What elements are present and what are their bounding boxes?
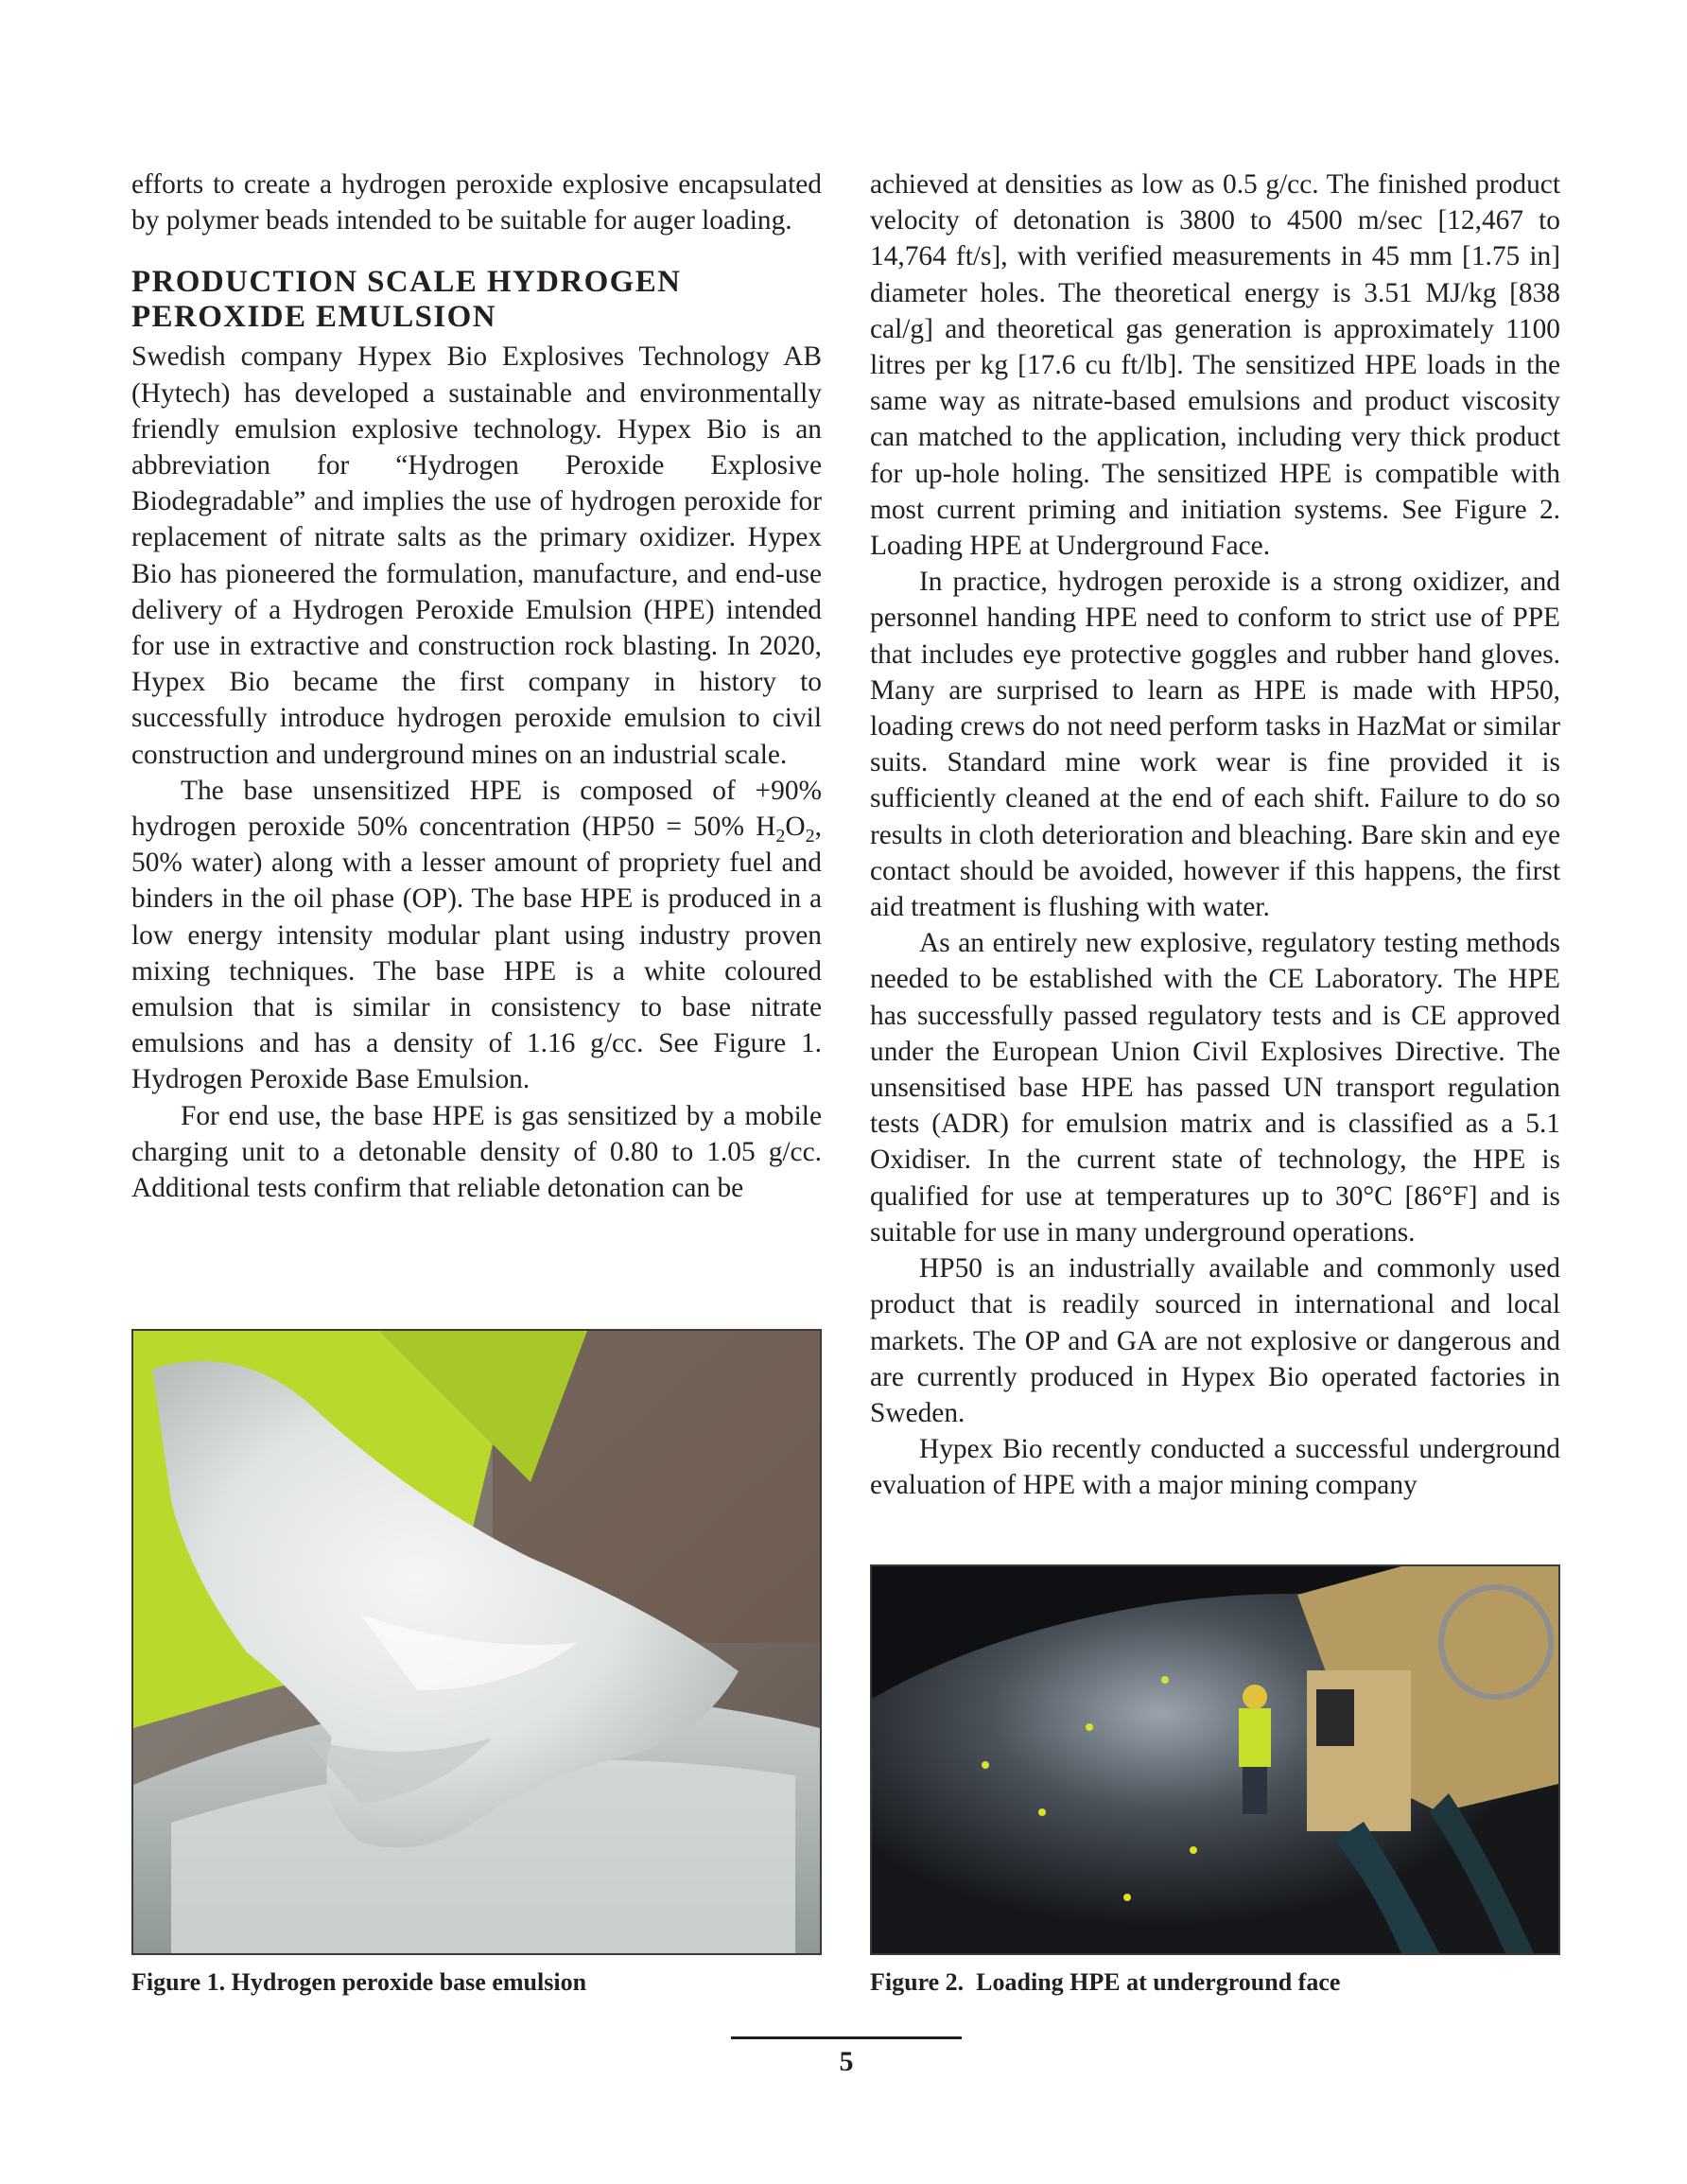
paragraph-detonation-properties: achieved at densities as low as 0.5 g/cc. The finished product velocity of detonation is 3800 to 4500 m/sec [12,467 to 14,764 ft/s], with verified measurements in 45 mm [1.75 in] diameter holes. The theoretical energy is 3.51 MJ/kg [838 cal/g] and theoretical gas generation is approximately 1100 litres per kg [17.6 cu ft/lb]. The sensitized HPE loads in the same way as nitrate-based emulsions and product viscosity can matched to the application, including very thick product for up-hole holing. The sensitized HPE is compatible with most current priming and initiation systems. See Figure 2. Loading HPE at Underground Face.	[870, 169, 1560, 562]
text-run: The base unsensitized HPE is composed of +90% hydrogen peroxide 50% concentration (HP50 = 50% H	[131, 775, 822, 843]
paragraph-hypex-bio: Swedish company Hypex Bio Explosives Technology AB (Hytech) has developed a sustainable and environmentally friendly emulsion explosive technology. Hypex Bio is an abbreviation for “Hydrogen Peroxide Explosive Biodegradable” and implies the use of hydrogen peroxide for replacement of nitrate salts as the primary oxidizer. Hypex Bio has pioneered the formulation, manufacture, and end-use delivery of a Hydrogen Peroxide Emulsion (HPE) intended for use in extractive and construction rock blasting. In 2020, Hypex Bio became the first company in history to successfully introduce hydrogen peroxide emulsion to civil construction and underground mines on an industrial scale.	[131, 341, 822, 770]
paragraph-intro-continuation: efforts to create a hydrogen peroxide explosive encapsulated by polymer beads intended to be suitable for auger loading.	[131, 169, 822, 236]
paragraph-hp50-availability: HP50 is an industrially available and commonly used product that is readily sourced in international and local markets. The OP and GA are not explosive or dangerous and are currently produced in Hypex Bio operated factories in Sweden.	[870, 1253, 1560, 1428]
right-column	[870, 166, 1560, 1504]
figure-1-photo	[131, 1329, 822, 1955]
subscript: 2	[775, 826, 786, 847]
emulsion-photo-illustration	[133, 1331, 820, 1953]
subscript: 2	[805, 826, 815, 847]
text-run: O	[785, 812, 806, 843]
paragraph-evaluation: Hypex Bio recently conducted a successful underground evaluation of HPE with a major mining company	[870, 1434, 1560, 1501]
paragraph-end-use: For end use, the base HPE is gas sensitized by a mobile charging unit to a detonable density of 0.80 to 1.05 g/cc. Additional tests confirm that reliable detonation can be	[131, 1100, 822, 1204]
footer-divider	[731, 2036, 962, 2039]
section-heading: PRODUCTION SCALE HYDROGEN PEROXIDE EMULSION	[131, 265, 682, 335]
paragraph-base-hpe	[131, 773, 822, 1098]
text-run: , 50% water) along with a lesser amount of propriety fuel and binders in the oil phase (OP). The base HPE is produced in a low energy intensity modular plant using industry proven mixing techniques. The base HPE is a white coloured emulsion that is similar in consistency to base nitrate emulsions and has a density of 1.16 g/cc. See Figure 1. Hydrogen Peroxide Base Emulsion.	[131, 812, 822, 1095]
figure-2-caption: Figure 2. Loading HPE at underground face	[870, 1968, 1341, 1996]
paragraph-regulatory: As an entirely new explosive, regulatory testing methods needed to be established with the CE Laboratory. The HPE has successfully passed regulatory tests and is CE approved under the European Union Civil Explosives Directive. The unsensitised base HPE has passed UN transport regulation tests (ADR) for emulsion matrix and is classified as a 5.1 Oxidiser. In the current state of technology, the HPE is qualified for use at temperatures up to 30°C [86°F] and is suitable for use in many underground operations.	[870, 928, 1560, 1248]
paragraph-safety: In practice, hydrogen peroxide is a strong oxidizer, and personnel handing HPE need to conform to strict use of PPE that includes eye protective goggles and rubber hand gloves. Many are surprised to learn as HPE is made with HP50, loading crews do not need perform tasks in HazMat or similar suits. Standard mine work wear is fine provided it is sufficiently cleaned at the end of each shift. Failure to do so results in cloth deterioration and bleaching. Bare skin and eye contact should be avoided, however if this happens, the first aid treatment is flushing with water.	[870, 567, 1560, 923]
page-number: 5	[839, 2046, 854, 2077]
underground-loading-photo-illustration	[872, 1566, 1558, 1953]
figure-2-photo	[870, 1564, 1560, 1955]
figure-1-caption: Figure 1. Hydrogen peroxide base emulsion	[131, 1968, 587, 1996]
left-column	[131, 166, 822, 1206]
